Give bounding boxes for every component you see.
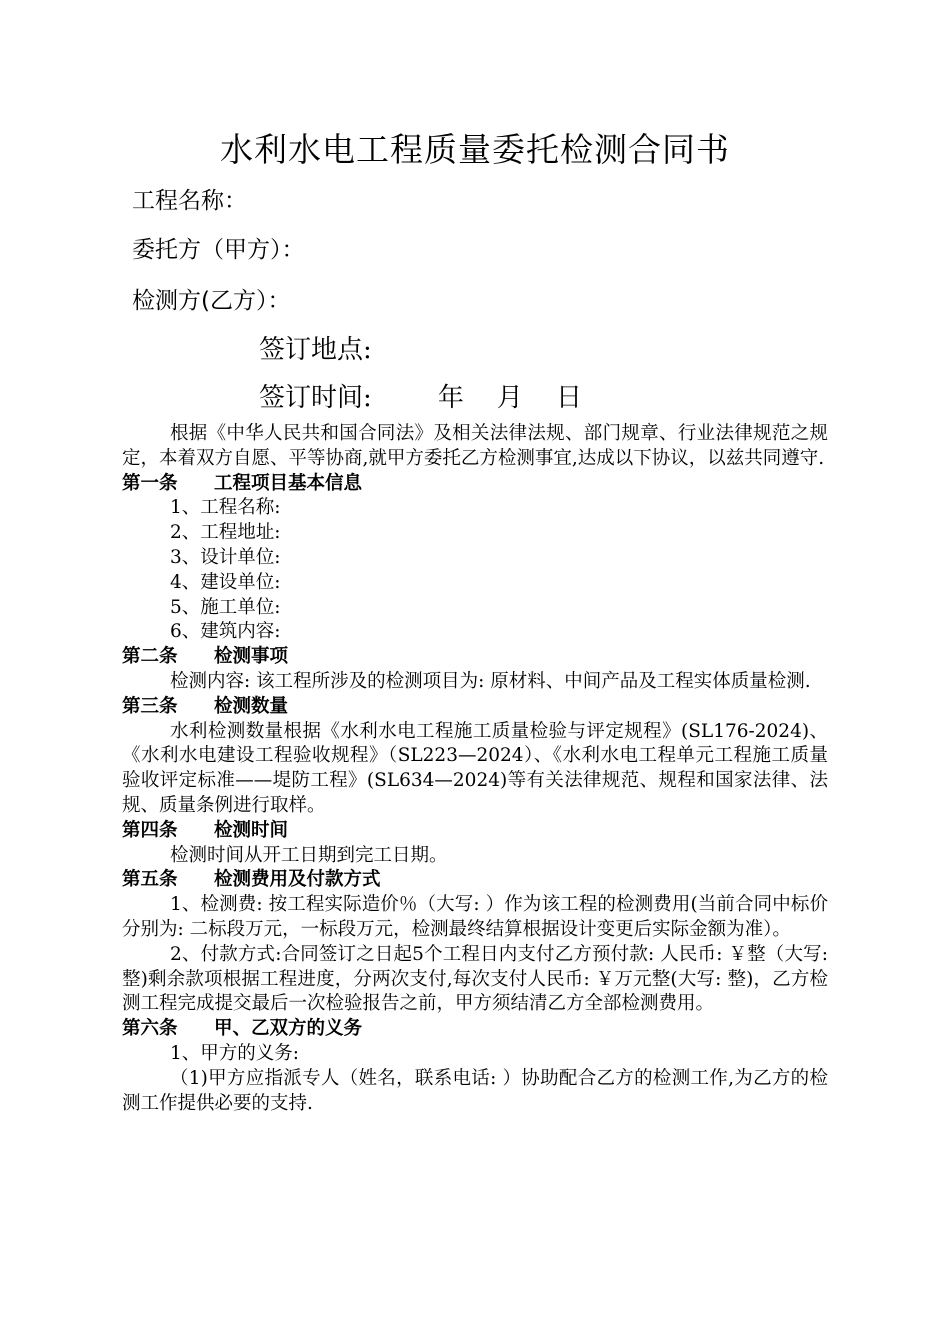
article-paragraph: 水利检测数量根据《水利水电工程施工质量检验与评定规程》(SL176-2024)、《水利水电建设工程验收规程》（SL223—2024）、《水利水电工程单元工程施工质量验收评定标准——堤防工程》(SL634—2024)等有关法律规范、规程和国家法律、法规、质量条例进行取样。 bbox=[122, 720, 828, 816]
article-paragraph: （1)甲方应指派专人（姓名，联系电话: ）协助配合乙方的检测工作,为乙方的检测工作提供必要的支持. bbox=[122, 1067, 828, 1114]
intro-paragraph: 根据《中华人民共和国合同法》及相关法律法规、部门规章、行业法律规范之规定，本着双方自愿、平等协商,就甲方委托乙方检测事宜,达成以下协议，以兹共同遵守. bbox=[122, 423, 828, 469]
article-title: 检测数量 bbox=[214, 695, 289, 717]
list-item: 6、建筑内容: bbox=[170, 621, 281, 643]
article-heading bbox=[122, 1017, 828, 1042]
article-title: 工程项目基本信息 bbox=[214, 472, 363, 494]
article-number: 第六条 bbox=[122, 1018, 178, 1040]
list-item: 5、施工单位: bbox=[170, 596, 281, 618]
signing-time: 签订时间: 年 月 日 bbox=[259, 383, 582, 413]
article-number: 第二条 bbox=[122, 646, 178, 668]
article-title: 检测时间 bbox=[214, 819, 289, 841]
article-title: 检测事项 bbox=[214, 646, 289, 668]
article-heading bbox=[122, 868, 828, 893]
article-title: 甲、乙双方的义务 bbox=[214, 1018, 363, 1040]
article-heading bbox=[122, 819, 828, 844]
article-paragraph: 1、检测费: 按工程实际造价％（大写: ）作为该工程的检测费用(当前合同中标价分别为: 二标段万元，一标段万元，检测最终结算根据设计变更后实际金额为准）。 bbox=[122, 894, 828, 940]
list-item: 1、工程名称: bbox=[170, 497, 281, 519]
article-number: 第四条 bbox=[122, 819, 178, 841]
tester-field: 检测方(乙方）： bbox=[132, 288, 291, 314]
signing-place: 签订地点: bbox=[259, 335, 372, 365]
article-paragraph: 检测时间从开工日期到完工日期。 bbox=[170, 844, 448, 866]
article-heading bbox=[122, 645, 828, 670]
list-item: 2、工程地址: bbox=[170, 522, 281, 544]
contract-body bbox=[122, 422, 828, 1116]
article-number: 第一条 bbox=[122, 472, 178, 494]
article-number: 第三条 bbox=[122, 695, 178, 717]
client-field: 委托方（甲方）： bbox=[132, 237, 305, 263]
article-paragraph: 检测内容: 该工程所涉及的检测项目为: 原材料、中间产品及工程实体质量检测. bbox=[170, 670, 811, 692]
article-number: 第五条 bbox=[122, 869, 178, 891]
list-item: 3、设计单位: bbox=[170, 546, 281, 568]
article-paragraph: 1、甲方的义务: bbox=[170, 1042, 300, 1064]
article-title: 检测费用及付款方式 bbox=[214, 869, 381, 891]
project-name-field: 工程名称： bbox=[132, 188, 247, 214]
article-paragraph: 2、付款方式:合同签订之日起5个工程日内支付乙方预付款: 人民币: ￥整（大写:整)剩余款项根据工程进度，分两次支付,每次支付人民币: ￥万元整(大写: 整)，乙方检测工程完成提交最后一次检验报告之前，甲方须结清乙方全部检测费用。 bbox=[122, 943, 828, 1015]
list-item: 4、建设单位: bbox=[170, 571, 281, 593]
article-heading bbox=[122, 695, 828, 720]
article-heading bbox=[122, 472, 828, 497]
document-title: 水利水电工程质量委托检测合同书 bbox=[220, 130, 730, 169]
